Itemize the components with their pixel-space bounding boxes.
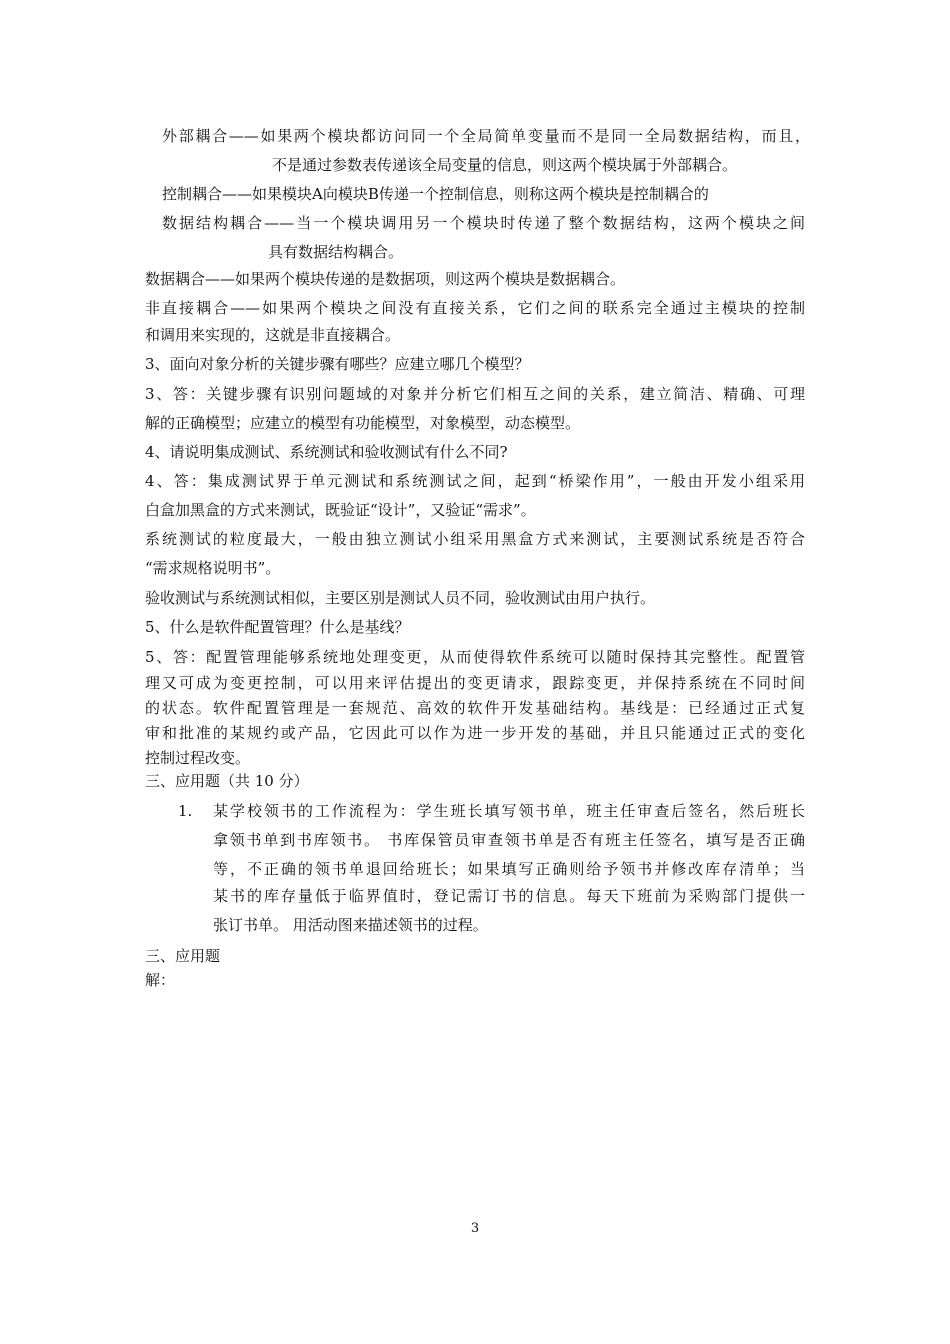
q5-answer-line-5: 控制过程改变。: [145, 749, 251, 767]
struct-coupling-line-1: 数据结构耦合——当一个模块调用另一个模块时传递了整个数据结构，这两个模块之间: [162, 214, 805, 232]
list-item-line-1: 某学校领书的工作流程为：学生班长填写领书单，班主任审查后签名，然后班长: [213, 802, 805, 820]
q3-question: 3、面向对象分析的关键步骤有哪些？应建立哪几个模型？: [145, 355, 530, 373]
q4-answer-line-2: 白盒加黑盒的方式来测试，既验证“设计”，又验证“需求”。: [145, 501, 536, 519]
control-coupling-line: 控制耦合——如果模块A向模块B传递一个控制信息，则称这两个模块是控制耦合的: [162, 185, 709, 203]
q3-answer-line-2: 解的正确模型；应建立的模型有功能模型，对象模型，动态模型。: [145, 414, 581, 432]
indirect-coupling-line-2: 和调用来实现的，这就是非直接耦合。: [145, 326, 401, 344]
q5-answer-line-4: 审和批准的某规约或产品，它因此可以作为进一步开发的基础，并且只能通过正式的变化: [145, 724, 805, 742]
q4-answer-line-4: “需求规格说明书”。: [145, 559, 281, 577]
indirect-coupling-line-1: 非直接耦合——如果两个模块之间没有直接关系，它们之间的联系完全通过主模块的控制: [145, 299, 805, 317]
q4-answer-line-1: 4、答：集成测试界于单元测试和系统测试之间，起到“桥梁作用”，一般由开发小组采用: [145, 472, 805, 490]
data-coupling-line: 数据耦合——如果两个模块传递的是数据项，则这两个模块是数据耦合。: [145, 270, 626, 288]
q5-answer-line-2: 理又可成为变更控制，可以用来评估提出的变更请求，跟踪变更，并保持系统在不同时间: [145, 674, 805, 692]
q5-question: 5、什么是软件配置管理？什么是基线？: [145, 618, 410, 636]
q3-answer-line-1: 3、答：关键步骤有识别问题域的对象并分析它们相互之间的关系，建立简洁、精确、可理: [145, 385, 805, 403]
external-coupling-line-1: 外部耦合——如果两个模块都访问同一个全局简单变量而不是同一全局数据结构，而且，: [162, 127, 810, 145]
list-item-line-3: 等，不正确的领书单退回给班长；如果填写正确则给予领书并修改库存清单；当: [213, 860, 805, 878]
q4-answer-line-3: 系统测试的粒度最大，一般由独立测试小组采用黑盒方式来测试，主要测试系统是否符合: [145, 530, 805, 548]
list-item-line-4: 某书的库存量低于临界值时，登记需订书的信息。每天下班前为采购部门提供一: [213, 887, 805, 905]
section-heading: 三、应用题（共 10 分）: [145, 772, 309, 790]
list-item-line-2: 拿领书单到书库领书。 书库保管员审查领书单是否有班主任签名，填写是否正确: [213, 831, 805, 849]
answer-heading: 三、应用题: [145, 947, 221, 965]
list-item-line-5: 张订书单。 用活动图来描述领书的过程。: [213, 916, 488, 934]
struct-coupling-line-2: 具有数据结构耦合。: [268, 243, 404, 261]
q4-answer-line-5: 验收测试与系统测试相似，主要区别是测试人员不同，验收测试由用户执行。: [145, 589, 656, 607]
answer-label: 解：: [145, 971, 176, 989]
external-coupling-line-2: 不是通过参数表传递该全局变量的信息，则这两个模块属于外部耦合。: [272, 156, 738, 174]
q4-question: 4、请说明集成测试、系统测试和验收测试有什么不同?: [145, 443, 508, 461]
list-item-number: 1.: [178, 802, 193, 820]
page-number: 3: [470, 1221, 480, 1236]
q5-answer-line-3: 的状态。软件配置管理是一套规范、高效的软件开发基础结构。基线是：已经通过正式复: [145, 699, 805, 717]
q5-answer-line-1: 5、答：配置管理能够系统地处理变更，从而使得软件系统可以随时保持其完整性。配置管: [145, 648, 805, 666]
